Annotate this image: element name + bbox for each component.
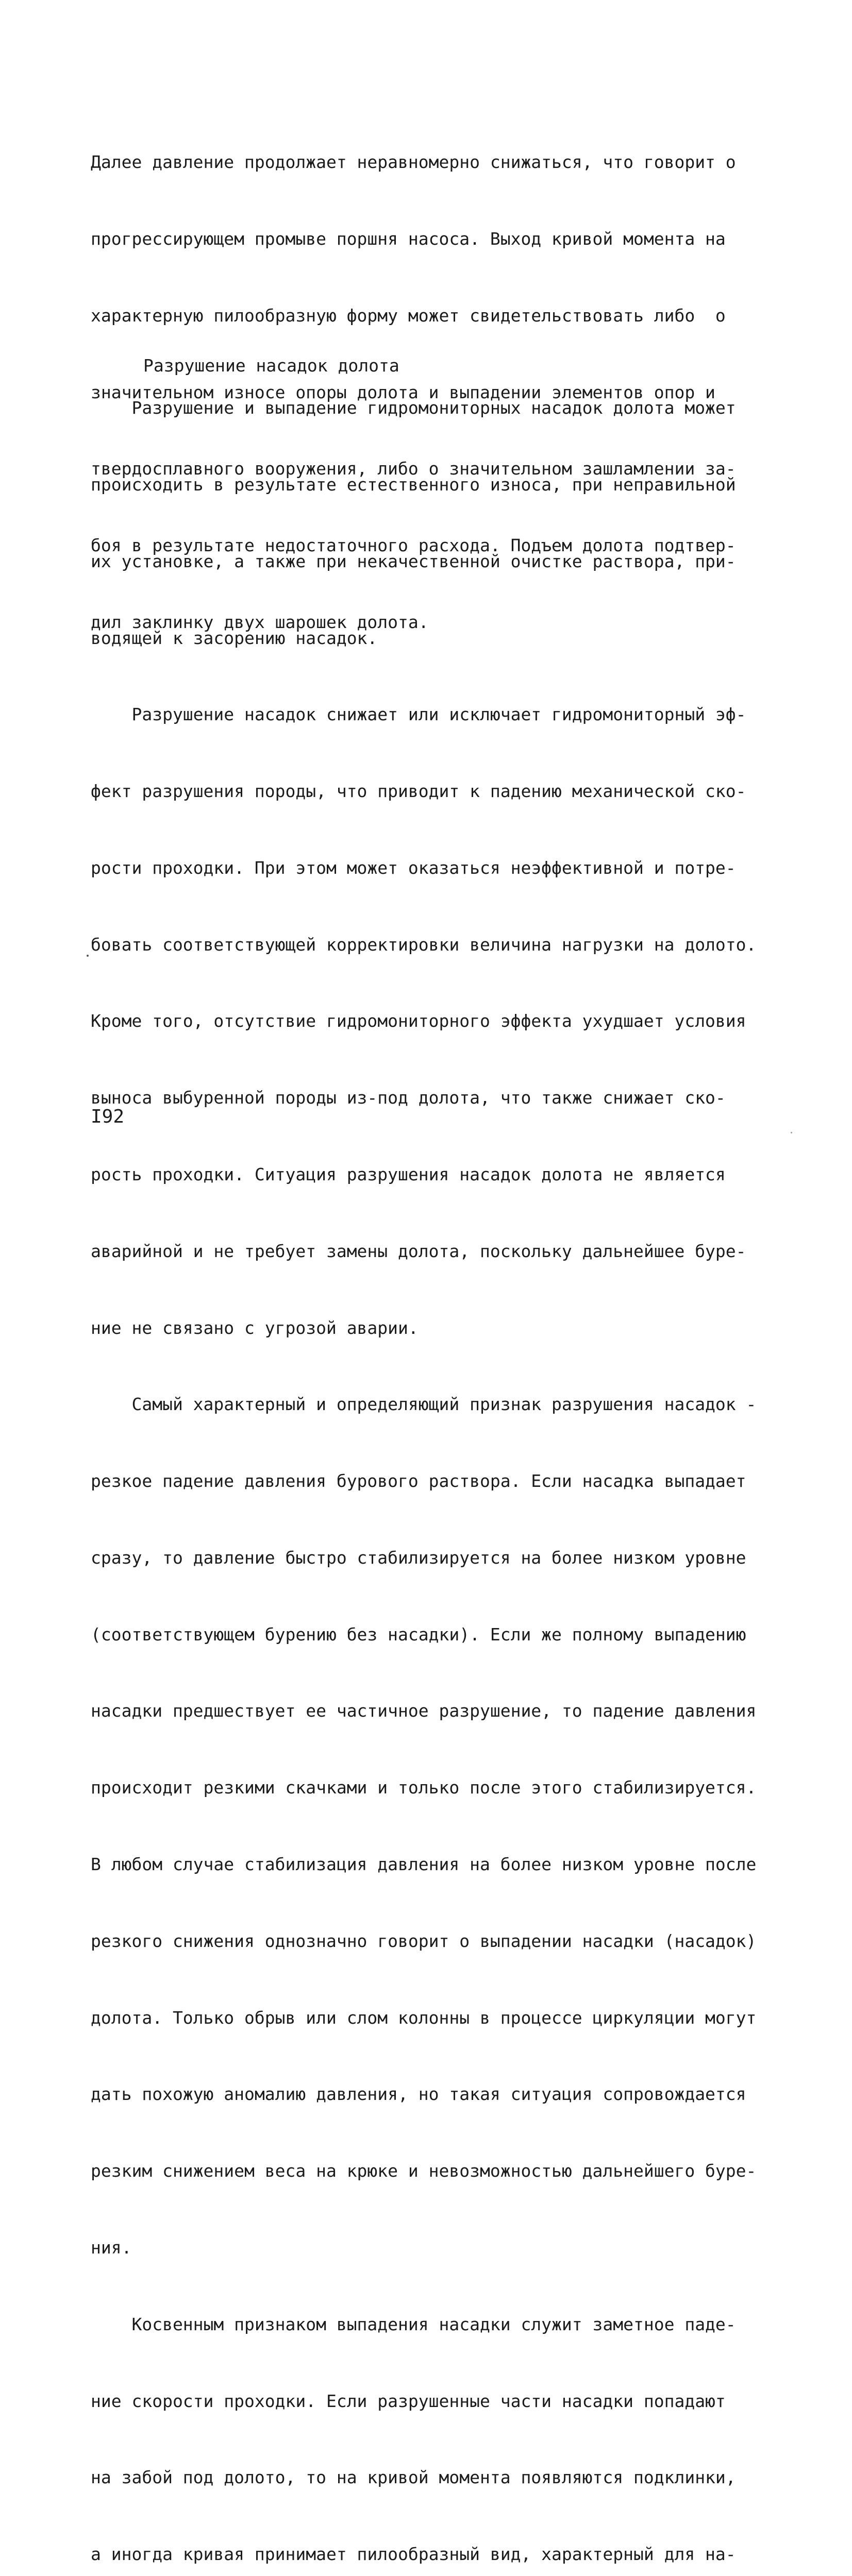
text-line: прогрессирующем промыве поршня насоса. Выход кривой момента на [91, 228, 726, 249]
text-line: ние не связано с угрозой аварии. [91, 1317, 419, 1338]
text-line: Косвенным признаком выпадения насадки служит заметное паде- [91, 2314, 736, 2334]
text-line: а иногда кривая принимает пилообразный вид, характерный для на- [91, 2544, 736, 2565]
text-line: на забой под долото, то на кривой момента появляются подклинки, [91, 2467, 736, 2488]
text-line: рости проходки. При этом может оказаться неэффективной и потре- [91, 857, 736, 878]
text-line: Далее давление продолжает неравномерно снижаться, что говорит о [91, 152, 736, 173]
text-line: их установке, а также при некачественной очистке раствора, при- [91, 551, 736, 571]
text-line: выноса выбуренной породы из-под долота, что также снижает ско- [91, 1088, 726, 1108]
text-line: резким снижением веса на крюке и невозможностью дальнейшего буре- [91, 2161, 757, 2181]
text-line: дил заклинку двух шарошек долота. [91, 612, 429, 632]
text-line: фект разрушения породы, что приводит к падению механической ско- [91, 781, 746, 802]
section-heading-text: Разрушение насадок долота [143, 355, 399, 376]
text-line: значительном износе опоры долота и выпадении элементов опор и [91, 382, 715, 402]
text-line: сразу, то давление быстро стабилизируется на более низком уровне [91, 1547, 746, 1568]
text-line: Разрушение и выпадение гидромониторных насадок долота может [91, 398, 736, 418]
scan-speck [791, 1132, 792, 1133]
text-line: характерную пилообразную форму может свидетельствовать либо о [91, 305, 726, 326]
text-line: ния. [91, 2237, 132, 2258]
text-line: В любом случае стабилизация давления на более низком уровне после [91, 1854, 757, 1875]
text-line: насадки предшествует ее частичное разрушение, то падение давления [91, 1701, 757, 1721]
section-body [91, 344, 766, 2576]
text-line: дать похожую аномалию давления, но такая ситуация сопровождается [91, 2084, 746, 2105]
text-line: Самый характерный и определяющий признак разрушения насадок - [91, 1394, 757, 1415]
text-line: аварийной и не требует замены долота, поскольку дальнейшее буре- [91, 1241, 746, 1261]
text-line: (соответствующем бурению без насадки). Если же полному выпадению [91, 1624, 746, 1645]
text-line: бовать соответствующей корректировки величина нагрузки на долото. [91, 934, 757, 955]
text-line: твердосплавного вооружения, либо о значительном зашламлении за- [91, 459, 736, 479]
text-line: рость проходки. Ситуация разрушения насадок долота не является [91, 1164, 726, 1184]
text-line: долота. Только обрыв или слом колонны в процессе циркуляции могут [91, 2007, 757, 2028]
text-line: Разрушение насадок снижает или исключает гидромониторный эф- [91, 704, 746, 725]
scan-speck [87, 955, 89, 957]
text-line: резкое падение давления бурового раствора. Если насадка выпадает [91, 1471, 746, 1492]
text-line: резкого снижения однозначно говорит о выпадении насадки (насадок) [91, 1930, 757, 1951]
text-line: происходить в результате естественного износа, при неправильной [91, 474, 736, 495]
text-line: водящей к засорению насадок. [91, 628, 378, 648]
page-number: I92 [91, 1106, 125, 1127]
text-line: боя в результате недостаточного расхода. Подъем долота подтвер- [91, 535, 736, 556]
text-line: ние скорости проходки. Если разрушенные части насадки попадают [91, 2391, 726, 2411]
text-line: происходит резкими скачками и только после этого стабилизируется. [91, 1777, 757, 1798]
text-line: Кроме того, отсутствие гидромониторного эффекта ухудшает условия [91, 1011, 746, 1031]
